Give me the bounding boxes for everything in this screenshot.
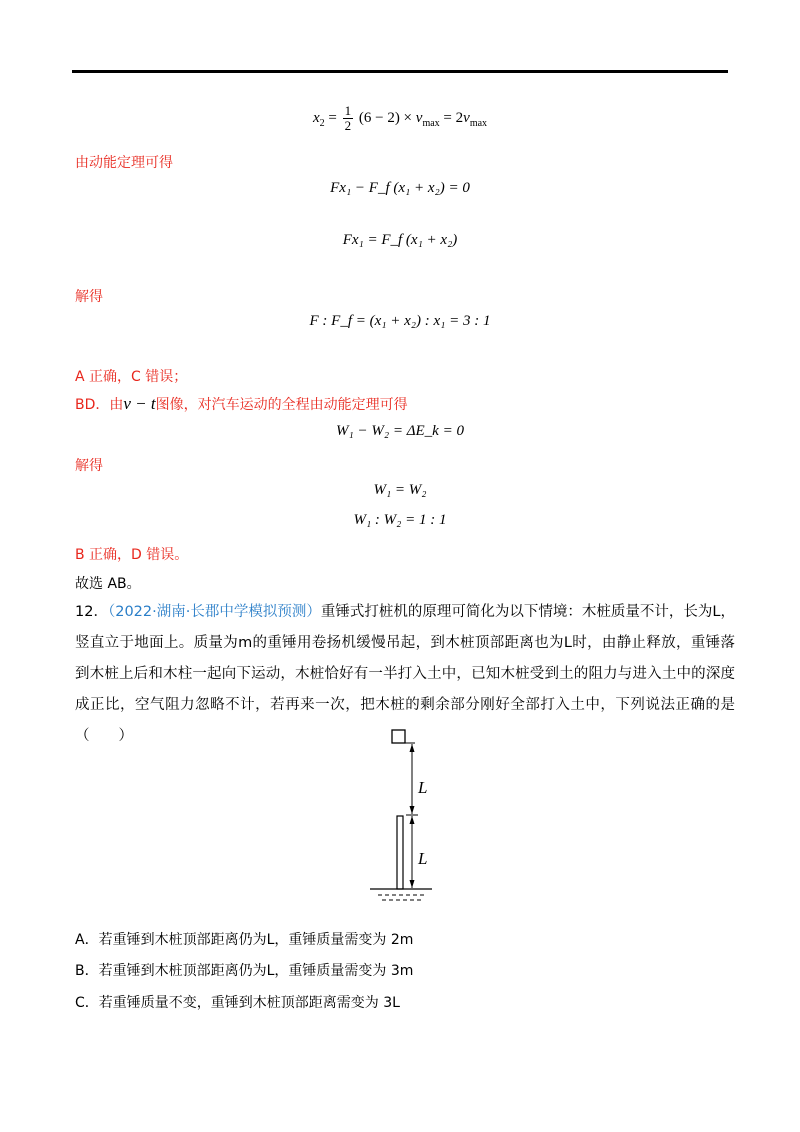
solution-text-3: A 正确，C 错误；	[75, 369, 188, 385]
question-text: 重锤式打桩机的原理可简化为以下情境：木桩质量不计，长为L，竖直立于地面上。质量为m的重锤用卷扬机缓慢吊起，到木桩顶部距离也为L时，由静止释放，重锤落到木桩上后和木柱一起向下运动，木桩恰好有一半打入土中，已知木桩受到土的阻力与进入土中的深度成正比，空气阻力忽略不计，若再来一次，把木桩的剩余部分刚好全部打入土中，下列说法正确的是（ ）	[75, 604, 736, 744]
label-lower-L: L	[418, 849, 428, 868]
label-upper-L: L	[418, 778, 428, 797]
lower-arrow-top	[410, 816, 415, 824]
equation-energy-2: Fx₁ = F_f (x₁ + x₂)	[342, 232, 458, 248]
equation-energy-1: Fx₁ − F_f (x₁ + x₂) = 0	[330, 180, 470, 196]
solution-text-2: 解得	[75, 289, 103, 305]
equation-work: W₁ − W₂ = ΔE_k = 0	[336, 423, 464, 439]
question-source-tag: （2022·湖南·长郡中学模拟预测）	[107, 604, 321, 620]
solution-text-6: B 正确，D 错误。	[75, 547, 189, 563]
upper-arrow-bottom	[410, 806, 415, 814]
solution-text-1: 由动能定理可得	[75, 155, 173, 171]
equation-x2: $x_2$ = $\frac{1}{2}$ $(6 - 2) \times v_{max} = 2v_{max}$	[312, 103, 488, 133]
answer-line: 故选 AB。	[75, 576, 141, 592]
hammer-block	[392, 730, 405, 743]
wooden-pile	[397, 816, 403, 889]
solution-text-4: BD．由v − t图像，对汽车运动的全程由动能定理可得	[75, 394, 408, 413]
equation-ratio-force: F : F_f = (x₁ + x₂) : x₁ = 3 : 1	[309, 313, 491, 329]
lower-arrow-bottom	[410, 880, 415, 888]
option-c: C．若重锤质量不变，重锤到木桩顶部距离需变为 3L	[75, 995, 400, 1011]
equation-work-ratio: W₁ : W₂ = 1 : 1	[353, 512, 447, 528]
option-b: B．若重锤到木桩顶部距离仍为L，重锤质量需变为 3m	[75, 963, 414, 979]
pile-driver-figure	[360, 726, 450, 906]
header-rule	[72, 70, 728, 73]
upper-arrow-top	[410, 744, 415, 752]
option-a: A．若重锤到木桩顶部距离仍为L，重锤质量需变为 2m	[75, 932, 414, 948]
question-number: 12．	[75, 604, 108, 620]
solution-text-5: 解得	[75, 458, 103, 474]
equation-work-equal: W₁ = W₂	[373, 482, 427, 498]
fraction-half: $\frac{1}{2}$	[344, 103, 352, 133]
